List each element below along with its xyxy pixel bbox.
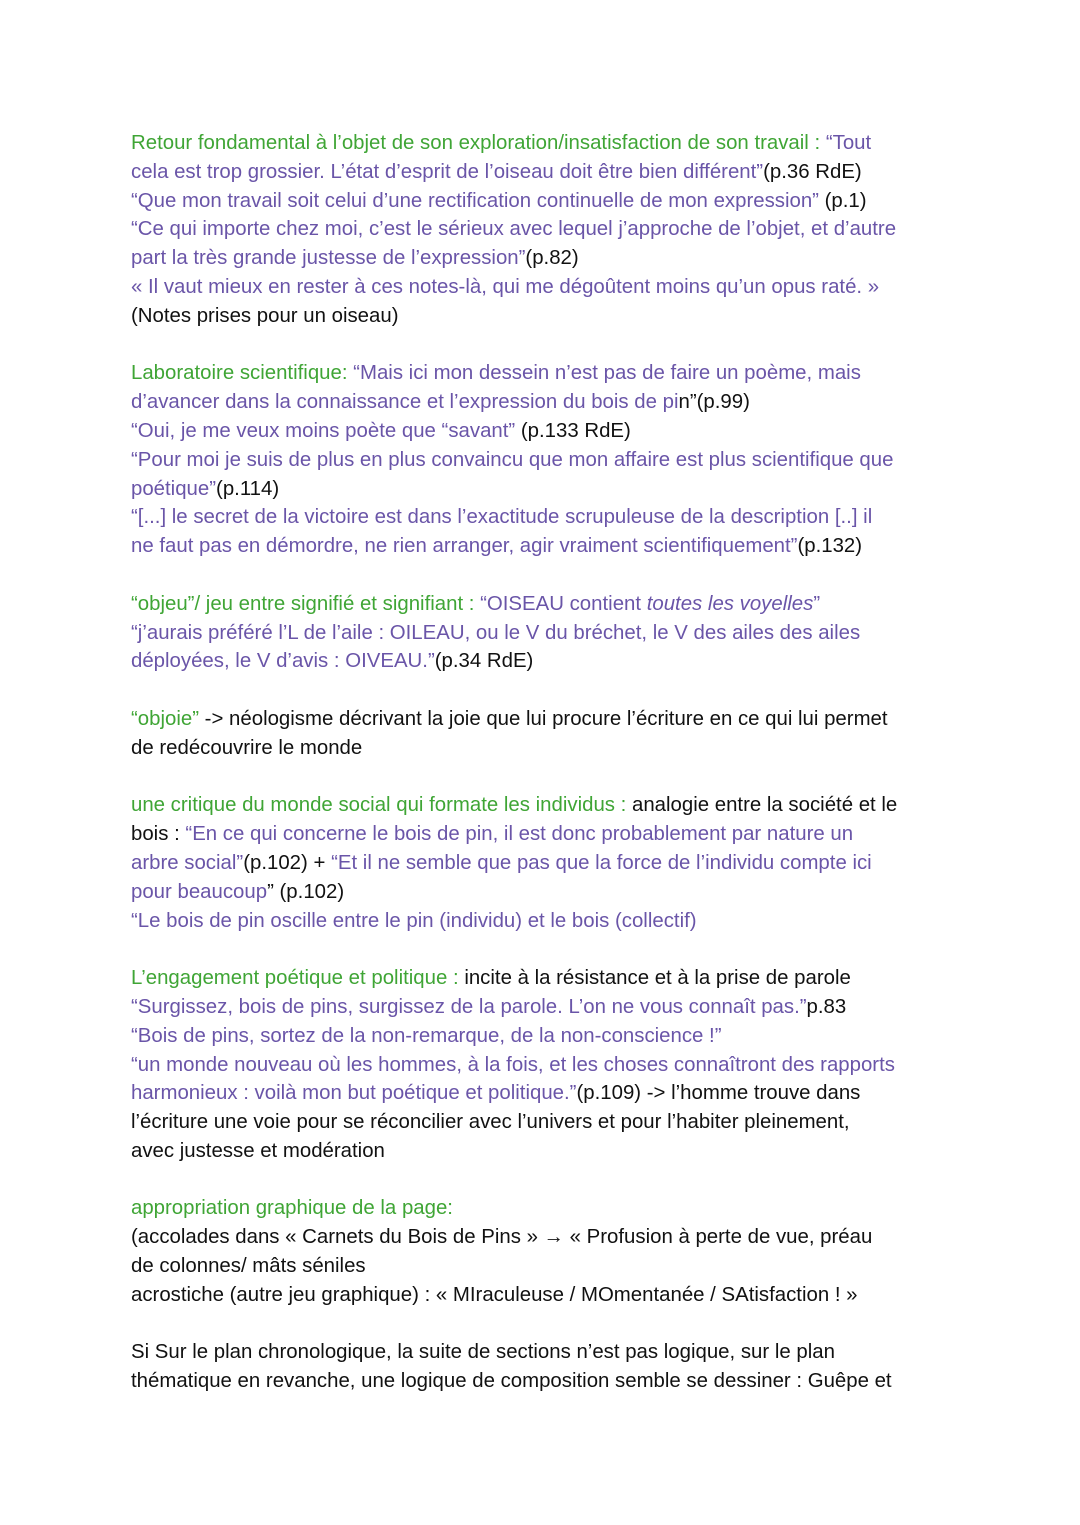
text-line [131, 244, 961, 273]
quote-text: “Surgissez, bois de pins, surgissez de la parole. L’on ne vous connaît pas.” [131, 995, 807, 1018]
text-line [131, 705, 961, 734]
body-text: (Notes prises pour un oiseau) [131, 304, 399, 327]
text-line [131, 619, 961, 648]
text-line [131, 1338, 961, 1367]
body-text: acrostiche (autre jeu graphique) : « MIraculeuse / MOmentanée / SAtisfaction ! » [131, 1283, 858, 1306]
quote-text: “Bois de pins, sortez de la non-remarque, de la non-conscience !” [131, 1024, 722, 1047]
quote-text: « Il vaut mieux en rester à ces notes-là, qui me dégoûtent moins qu’un opus raté. » [131, 275, 880, 298]
quote-text: cela est trop grossier. L’état d’esprit de l’oiseau doit être bien différent” [131, 160, 764, 183]
body-text: (accolades dans « Carnets du Bois de Pins » → « Profusion à perte de vue, préau [131, 1226, 873, 1249]
quote-text: part la très grande justesse de l’expression” [131, 247, 526, 270]
quote-text: “[...] le secret de la victoire est dans l’exactitude scrupuleuse de la description [..] il [131, 506, 873, 529]
quote-text: “En ce qui concerne le bois de pin, il est donc probablement par nature un [185, 823, 854, 846]
quote-text: “j’aurais préféré l’L de l’aile : OILEAU, ou le V du bréchet, le V des ailes des ailes [131, 621, 861, 644]
document-page [131, 129, 961, 1425]
body-text: (p.109) -> l’homme trouve dans [576, 1082, 861, 1105]
body-text: de colonnes/ mâts séniles [131, 1255, 366, 1278]
quote-text: “Mais ici mon dessein n’est pas de faire un poème, mais [353, 362, 861, 385]
quote-text: déployées, le V d’avis : OIVEAU.” [131, 650, 435, 673]
quote-text: “Ce qui importe chez moi, c’est le sérieux avec lequel j’approche de l’objet, et d’autre [131, 218, 897, 241]
text-line [131, 302, 961, 331]
paragraph-objeu [131, 590, 961, 676]
text-line [131, 1137, 961, 1166]
quote-text: ne faut pas en démordre, ne rien arranger, agir vraiment scientifiquement” [131, 535, 798, 558]
text-line [131, 647, 961, 676]
text-line [131, 359, 961, 388]
text-line [131, 1051, 961, 1080]
text-line [131, 1194, 961, 1223]
text-line [131, 532, 961, 561]
text-line [131, 1223, 961, 1252]
body-text: de redécouvrire le monde [131, 736, 363, 759]
body-text: ” (p.102) [267, 880, 345, 903]
paragraph-objoie [131, 705, 961, 763]
text-line [131, 1022, 961, 1051]
text-line [131, 129, 961, 158]
body-text: (p.114) [216, 477, 280, 500]
quote-text: “Que mon travail soit celui d’une rectification continuelle de mon expression” [131, 189, 825, 212]
text-line [131, 446, 961, 475]
body-text: (p.102) + [243, 851, 332, 874]
text-line [131, 964, 961, 993]
body-text: (p.34 RdE) [434, 650, 534, 673]
text-line [131, 475, 961, 504]
paragraph-laboratoire [131, 359, 961, 561]
quote-text: “un monde nouveau où les hommes, à la fois, et les choses connaîtront des rapports [131, 1053, 895, 1076]
quote-text: “Et il ne semble que pas que la force de l’individu compte ici [331, 851, 872, 874]
section-heading-text: appropriation graphique de la page: [131, 1197, 453, 1220]
body-text: n”(p.99) [678, 391, 750, 414]
text-line [131, 590, 961, 619]
body-text: Si Sur le plan chronologique, la suite de sections n’est pas logique, sur le plan [131, 1341, 835, 1364]
body-text: (p.82) [525, 247, 579, 270]
section-heading-text: “objeu”/ jeu entre signifié et signifiant : [131, 592, 481, 615]
section-heading-text: Laboratoire scientifique: [131, 362, 354, 385]
section-heading-text: L’engagement poétique et politique : [131, 967, 465, 990]
quote-text: “OISEAU contient [480, 592, 647, 615]
body-text: (p.133 RdE) [520, 419, 631, 442]
paragraph-engagement [131, 964, 961, 1166]
text-line [131, 1108, 961, 1137]
body-text: bois : [131, 823, 186, 846]
section-heading-text: “objoie” [131, 707, 200, 730]
body-text: incite à la résistance et à la prise de parole [464, 967, 851, 990]
text-line [131, 878, 961, 907]
text-line [131, 993, 961, 1022]
paragraph-chronologique [131, 1338, 961, 1396]
text-line [131, 187, 961, 216]
body-text: avec justesse et modération [131, 1139, 385, 1162]
text-line [131, 907, 961, 936]
text-line [131, 1367, 961, 1396]
quote-text: poétique” [131, 477, 217, 500]
quote-text: “Tout [825, 132, 872, 154]
text-line [131, 1252, 961, 1281]
text-line [131, 820, 961, 849]
quote-text: pour beaucoup [131, 880, 268, 903]
paragraph-appropriation [131, 1194, 961, 1309]
body-text: p.83 [806, 995, 847, 1018]
quote-text: d’avancer dans la connaissance et l’expression du bois de pi [131, 391, 679, 414]
body-text: (p.36 RdE) [763, 160, 862, 183]
body-text: -> néologisme décrivant la joie que lui procure l’écriture en ce qui lui permet [199, 707, 888, 730]
text-line [131, 388, 961, 417]
section-heading-text: Retour fondamental à l’objet de son exploration/insatisfaction de son travail : [131, 132, 826, 154]
text-line [131, 417, 961, 446]
text-line [131, 1281, 961, 1310]
text-line [131, 849, 961, 878]
text-line [131, 1079, 961, 1108]
body-text: thématique en revanche, une logique de composition semble se dessiner : Guêpe et [131, 1370, 892, 1393]
text-line [131, 158, 961, 187]
paragraph-retour [131, 129, 961, 331]
section-heading-text: une critique du monde social qui formate les individus : [131, 794, 632, 817]
text-line [131, 215, 961, 244]
quote-text: “Oui, je me veux moins poète que “savant” [131, 419, 521, 442]
quote-text: harmonieux : voilà mon but poétique et politique.” [131, 1082, 577, 1105]
paragraph-critique [131, 791, 961, 935]
body-text: analogie entre la société et le [631, 794, 898, 817]
quote-text: “Pour moi je suis de plus en plus convaincu que mon affaire est plus scientifique que [131, 448, 894, 471]
text-line [131, 734, 961, 763]
text-line [131, 791, 961, 820]
quote-text: “Le bois de pin oscille entre le pin (individu) et le bois (collectif) [131, 909, 697, 932]
quote-text: toutes les voyelles [646, 592, 814, 615]
quote-text: ” [813, 592, 821, 615]
body-text: l’écriture une voie pour se réconcilier avec l’univers et pour l’habiter pleinement, [131, 1111, 850, 1134]
text-line [131, 273, 961, 302]
body-text: (p.1) [824, 189, 867, 212]
quote-text: arbre social” [131, 851, 244, 874]
body-text: (p.132) [797, 535, 863, 558]
text-line [131, 503, 961, 532]
